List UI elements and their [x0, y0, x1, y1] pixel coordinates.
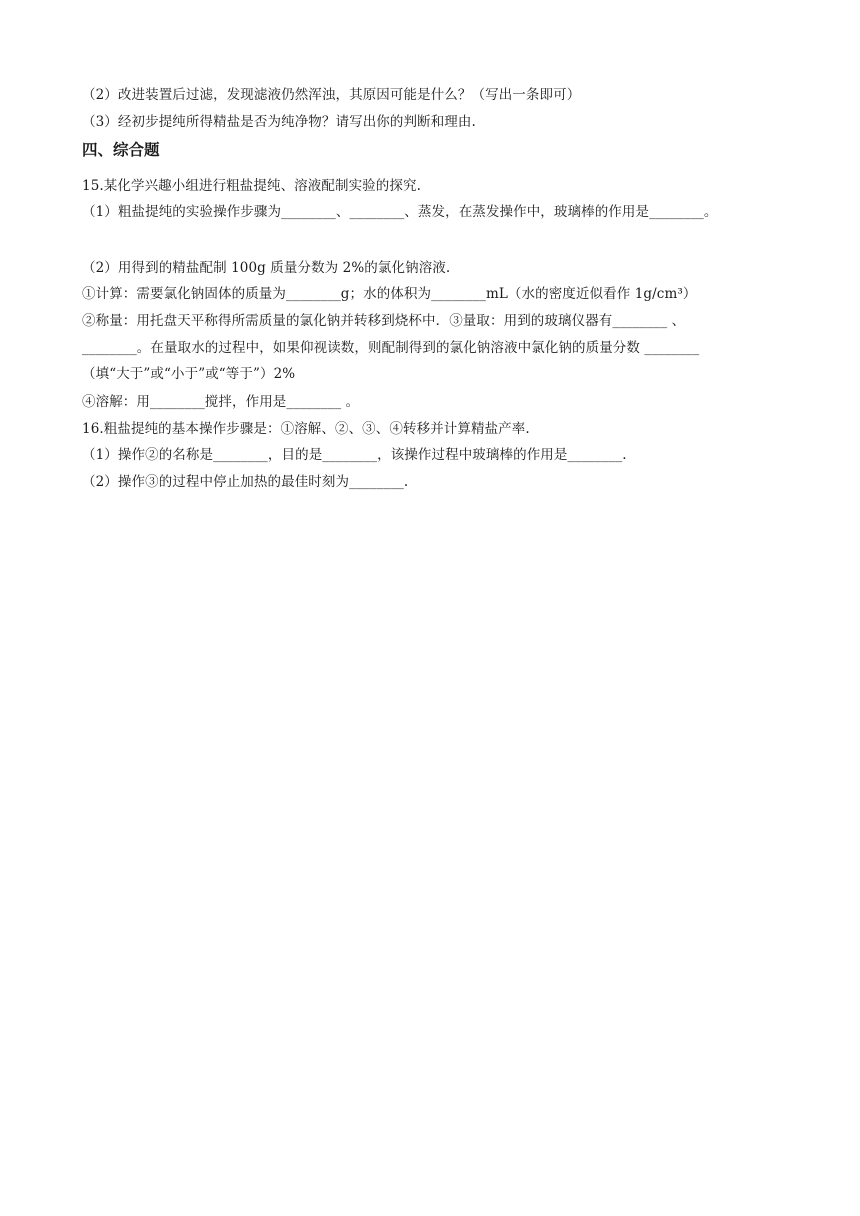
q15-step2-weigh: ②称量：用托盘天平称得所需质量的氯化钠并转移到烧杯中．③量取：用到的玻璃仪器有________ 、 [82, 313, 686, 329]
q15-part2: （2）用得到的精盐配制 100g 质量分数为 2%的氯化钠溶液. [82, 260, 451, 276]
q16-part2: （2）操作③的过程中停止加热的最佳时刻为________. [82, 474, 409, 490]
q16-stem: 16.粗盐提纯的基本操作步骤是：①溶解、②、③、④转移并计算精盐产率. [82, 421, 530, 437]
section-heading: 四、综合题 [82, 140, 160, 159]
q14-part2-text: （2）改进装置后过滤，发现滤液仍然浑浊，其原因可能是什么？（写出一条即可） [82, 87, 581, 103]
q14-part3-text: （3）经初步提纯所得精盐是否为纯净物？请写出你的判断和理由. [82, 114, 476, 130]
q15-step1-calc: ①计算：需要氯化钠固体的质量为________g；水的体积为________mL（水的密度近似看作 1g/cm³） [82, 286, 697, 302]
q15-step3-fill-in: （填“大于”或“小于”或“等于”）2% [82, 366, 296, 382]
q15-step4-dissolve: ④溶解：用________搅拌，作用是________ 。 [82, 394, 360, 410]
q15-stem: 15.某化学兴趣小组进行粗盐提纯、溶液配制实验的探究. [82, 178, 421, 194]
q15-step3-measure-cont: ________。在量取水的过程中，如果仰视读数，则配制得到的氯化钠溶液中氯化钠的质量分数 ________ [82, 340, 700, 356]
q15-part1: （1）粗盐提纯的实验操作步骤为________、________、蒸发，在蒸发操作中，玻璃棒的作用是________。 [82, 204, 718, 220]
q16-part1: （1）操作②的名称是________，目的是________，该操作过程中玻璃棒的作用是________. [82, 447, 627, 463]
